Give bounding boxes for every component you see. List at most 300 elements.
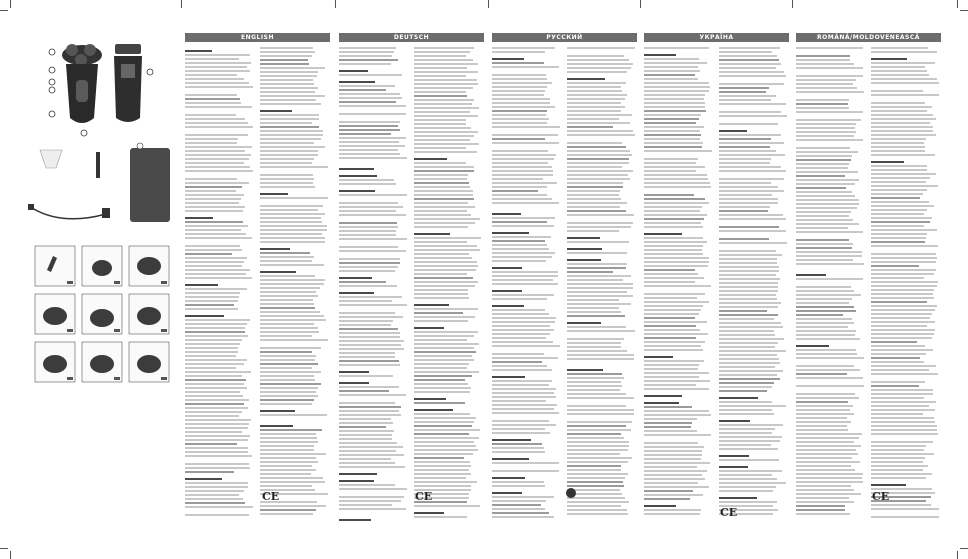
text-line	[871, 297, 934, 299]
text-line	[339, 390, 389, 392]
text-line	[719, 409, 772, 411]
text-line	[260, 513, 313, 515]
text-subcolumn	[796, 47, 864, 533]
text-line	[719, 424, 783, 426]
text-line	[567, 326, 626, 328]
text-line	[492, 384, 549, 386]
text-line	[339, 238, 407, 240]
text-line	[871, 465, 928, 467]
text-line	[339, 47, 396, 49]
text-line	[260, 295, 318, 297]
text-line	[414, 339, 467, 341]
text-line	[492, 504, 541, 506]
text-line	[492, 424, 556, 426]
text-line	[796, 79, 856, 81]
text-line	[567, 421, 632, 423]
text-line	[492, 392, 554, 394]
text-line	[644, 170, 696, 172]
text-line	[871, 345, 925, 347]
text-line	[260, 118, 319, 120]
text-line	[871, 357, 920, 359]
text-line	[644, 194, 694, 196]
text-line	[567, 501, 629, 503]
text-line	[492, 485, 545, 487]
text-line	[871, 177, 930, 179]
text-line	[644, 418, 697, 420]
text-line	[719, 338, 784, 340]
text-line	[644, 226, 703, 228]
text-line	[339, 332, 400, 334]
text-line	[644, 58, 699, 60]
text-line	[185, 467, 250, 469]
text-line	[185, 245, 240, 247]
text-line	[644, 368, 698, 370]
text-line	[260, 47, 313, 49]
crop-mark	[792, 0, 793, 8]
text-line	[644, 269, 695, 271]
text-line	[796, 215, 849, 217]
text-line	[185, 70, 250, 72]
text-line	[260, 55, 312, 57]
text-line	[414, 79, 477, 81]
text-line	[719, 166, 781, 168]
text-line	[644, 277, 704, 279]
text-line	[260, 154, 318, 156]
text-line	[796, 413, 854, 415]
text-line	[719, 482, 786, 484]
text-line	[185, 186, 242, 188]
text-line	[796, 322, 854, 324]
text-line	[719, 138, 771, 140]
text-line	[567, 102, 621, 104]
text-line	[871, 445, 926, 447]
text-line	[339, 394, 406, 396]
text-line	[796, 377, 863, 379]
text-line	[567, 130, 633, 132]
text-line	[492, 126, 560, 128]
text-line	[414, 469, 469, 471]
text-line	[871, 90, 923, 92]
text-line	[719, 382, 774, 384]
text-line	[871, 365, 936, 367]
text-line	[719, 99, 771, 101]
text-line	[796, 103, 848, 105]
text-line	[339, 473, 377, 475]
text-line	[567, 509, 627, 511]
text-line	[796, 131, 856, 133]
text-line	[796, 219, 853, 221]
text-line	[719, 59, 779, 61]
text-line	[644, 214, 707, 216]
text-line	[260, 193, 288, 195]
text-line	[719, 420, 750, 422]
text-line	[414, 119, 466, 121]
text-line	[644, 305, 703, 307]
text-line	[796, 159, 851, 161]
text-line	[492, 217, 555, 219]
text-line	[185, 494, 239, 496]
text-line	[644, 498, 690, 500]
text-line	[871, 261, 936, 263]
text-line	[260, 351, 312, 353]
text-line	[260, 87, 318, 89]
text-line	[339, 285, 397, 287]
text-line	[492, 412, 559, 414]
text-line	[719, 354, 777, 356]
text-line	[567, 346, 621, 348]
text-line	[260, 299, 313, 301]
text-line	[796, 278, 863, 280]
text-line	[339, 85, 395, 87]
text-line	[260, 445, 314, 447]
text-line	[644, 233, 682, 235]
text-line	[492, 341, 553, 343]
text-line	[185, 478, 222, 480]
text-line	[719, 444, 771, 446]
text-line	[719, 362, 780, 364]
text-line	[339, 462, 395, 464]
text-line	[719, 390, 767, 392]
brush-illustration	[96, 152, 100, 178]
text-line	[414, 421, 474, 423]
text-line	[260, 371, 321, 373]
text-line	[644, 237, 703, 239]
text-line	[260, 331, 319, 333]
text-line	[644, 321, 707, 323]
recycle-icon	[566, 488, 576, 498]
text-line	[414, 312, 463, 314]
text-line	[492, 198, 552, 200]
text-line	[185, 319, 250, 321]
text-line	[339, 410, 399, 412]
text-line	[567, 433, 621, 435]
text-line	[871, 102, 925, 104]
text-line	[414, 91, 466, 93]
column-english	[185, 33, 330, 533]
text-line	[871, 110, 927, 112]
text-line	[414, 237, 481, 239]
text-line	[414, 47, 474, 49]
text-line	[719, 350, 786, 352]
text-line	[339, 179, 394, 181]
text-line	[644, 402, 679, 404]
text-line	[871, 217, 932, 219]
text-line	[796, 393, 855, 395]
text-line	[796, 191, 852, 193]
text-line	[339, 281, 386, 283]
text-line	[567, 437, 624, 439]
text-line	[719, 298, 777, 300]
text-line	[492, 283, 558, 285]
text-line	[567, 283, 633, 285]
text-line	[414, 343, 479, 345]
text-line	[492, 400, 546, 402]
text-line	[492, 74, 546, 76]
text-line	[719, 474, 772, 476]
text-line	[185, 158, 249, 160]
text-line	[414, 327, 444, 329]
text-line	[492, 202, 559, 204]
text-line	[871, 285, 937, 287]
text-line	[871, 413, 923, 415]
text-line	[339, 141, 399, 143]
text-line	[260, 225, 327, 227]
text-line	[871, 62, 935, 64]
text-line	[871, 70, 927, 72]
text-line	[414, 139, 470, 141]
text-line	[871, 134, 936, 136]
text-line	[871, 389, 933, 391]
text-line	[414, 186, 470, 188]
text-line	[796, 167, 848, 169]
text-line	[871, 150, 925, 152]
text-line	[260, 449, 314, 451]
text-line	[796, 473, 863, 475]
text-line	[492, 142, 559, 144]
text-line	[567, 194, 619, 196]
text-line	[644, 388, 709, 390]
text-line	[871, 213, 924, 215]
text-line	[492, 66, 559, 68]
text-line	[260, 441, 318, 443]
text-line	[796, 421, 851, 423]
text-line	[644, 505, 676, 507]
text-line	[339, 352, 395, 354]
column-german	[339, 33, 484, 533]
text-line	[492, 122, 547, 124]
text-line	[644, 90, 709, 92]
text-line	[492, 166, 552, 168]
text-line	[185, 490, 244, 492]
text-line	[567, 477, 625, 479]
text-line	[492, 78, 547, 80]
text-line	[644, 462, 710, 464]
text-line	[492, 313, 549, 315]
text-line	[414, 398, 446, 400]
text-line	[339, 296, 402, 298]
text-line	[260, 122, 312, 124]
text-line	[871, 301, 927, 303]
text-line	[492, 443, 542, 445]
text-line	[719, 87, 769, 89]
text-line	[260, 241, 325, 243]
text-line	[339, 105, 406, 107]
text-line	[796, 469, 855, 471]
text-line	[260, 433, 316, 435]
text-line	[644, 513, 700, 515]
text-line	[871, 353, 926, 355]
text-line	[719, 470, 782, 472]
text-line	[644, 130, 700, 132]
text-line	[796, 485, 851, 487]
text-line	[871, 305, 937, 307]
text-line	[871, 265, 919, 267]
text-line	[871, 293, 933, 295]
text-line	[185, 304, 234, 306]
text-line	[644, 384, 696, 386]
text-line	[492, 170, 553, 172]
text-line	[339, 97, 402, 99]
text-line	[719, 198, 778, 200]
text-line	[871, 237, 926, 239]
text-line	[871, 78, 937, 80]
text-line	[492, 329, 554, 331]
text-line	[796, 203, 859, 205]
text-line	[796, 227, 848, 229]
text-line	[492, 114, 546, 116]
text-line	[414, 433, 469, 435]
text-subcolumn	[492, 47, 560, 533]
text-line	[719, 258, 777, 260]
text-line	[185, 323, 247, 325]
text-line	[260, 134, 323, 136]
text-line	[339, 210, 396, 212]
text-line	[260, 166, 328, 168]
text-line	[260, 509, 316, 511]
text-line	[719, 170, 786, 172]
text-line	[339, 320, 393, 322]
text-line	[339, 157, 407, 159]
text-line	[414, 226, 468, 228]
text-line	[796, 417, 847, 419]
text-line	[871, 397, 924, 399]
text-line	[492, 380, 552, 382]
text-line	[567, 146, 626, 148]
text-line	[260, 79, 313, 81]
text-line	[796, 127, 855, 129]
text-line	[185, 118, 245, 120]
text-line	[871, 425, 937, 427]
text-line	[871, 181, 926, 183]
text-line	[719, 123, 778, 125]
text-line	[414, 174, 468, 176]
text-line	[719, 366, 775, 368]
text-line	[644, 364, 699, 366]
text-line	[644, 406, 692, 408]
text-line	[871, 146, 925, 148]
text-line	[871, 142, 924, 144]
text-line	[185, 443, 237, 445]
text-line	[260, 399, 314, 401]
text-line	[339, 145, 405, 147]
text-line	[260, 186, 315, 188]
text-line	[414, 257, 472, 259]
text-line	[185, 296, 239, 298]
text-line	[414, 99, 474, 101]
text-line	[871, 381, 925, 383]
text-line	[871, 241, 925, 243]
text-line	[260, 205, 323, 207]
text-line	[567, 162, 629, 164]
text-line	[644, 166, 705, 168]
text-line	[260, 283, 324, 285]
text-line	[796, 489, 854, 491]
text-line	[719, 478, 777, 480]
text-line	[796, 405, 853, 407]
text-line	[260, 150, 318, 152]
text-line	[871, 477, 926, 479]
text-line	[414, 241, 467, 243]
text-line	[644, 430, 697, 432]
text-line	[260, 256, 314, 258]
text-line	[185, 379, 246, 381]
text-line	[719, 202, 778, 204]
text-line	[796, 63, 854, 65]
text-line	[414, 387, 471, 389]
text-line	[719, 302, 781, 304]
text-line	[719, 370, 783, 372]
text-line	[719, 459, 779, 461]
text-line	[185, 94, 237, 96]
text-line	[339, 277, 372, 279]
text-line	[644, 70, 700, 72]
text-line	[260, 110, 292, 112]
text-line	[185, 407, 248, 409]
text-line	[796, 175, 845, 177]
text-line	[414, 135, 474, 137]
text-line	[719, 55, 777, 57]
text-line	[796, 465, 851, 467]
text-line	[796, 87, 857, 89]
column-body	[185, 47, 330, 533]
text-line	[339, 202, 398, 204]
text-line	[719, 497, 757, 499]
text-line	[492, 458, 529, 460]
text-line	[260, 67, 325, 69]
text-line	[796, 505, 845, 507]
text-line	[796, 318, 852, 320]
text-line	[567, 267, 626, 269]
text-line	[796, 286, 851, 288]
text-line	[339, 348, 404, 350]
text-line	[871, 341, 917, 343]
text-line	[644, 106, 705, 108]
text-line	[260, 414, 327, 416]
text-line	[414, 206, 475, 208]
text-line	[871, 401, 936, 403]
text-line	[414, 371, 479, 373]
text-line	[339, 101, 396, 103]
text-line	[260, 425, 293, 427]
text-line	[185, 451, 248, 453]
text-line	[185, 498, 243, 500]
text-line	[644, 450, 702, 452]
text-line	[339, 454, 404, 456]
text-line	[871, 449, 924, 451]
text-line	[492, 462, 559, 464]
text-line	[796, 357, 864, 359]
text-line	[414, 351, 476, 353]
text-line	[260, 291, 316, 293]
text-line	[492, 477, 525, 479]
text-line	[339, 149, 398, 151]
text-line	[185, 359, 247, 361]
text-line	[796, 385, 864, 387]
text-line	[492, 481, 544, 483]
text-line	[871, 130, 933, 132]
text-line	[796, 310, 856, 312]
text-line	[719, 250, 776, 252]
text-line	[796, 401, 848, 403]
text-line	[492, 353, 544, 355]
column-ukrainian	[644, 33, 789, 533]
text-line	[567, 230, 619, 232]
text-line	[260, 359, 315, 361]
text-line	[871, 201, 929, 203]
text-line	[492, 236, 551, 238]
text-line	[260, 59, 308, 61]
text-line	[796, 369, 860, 371]
